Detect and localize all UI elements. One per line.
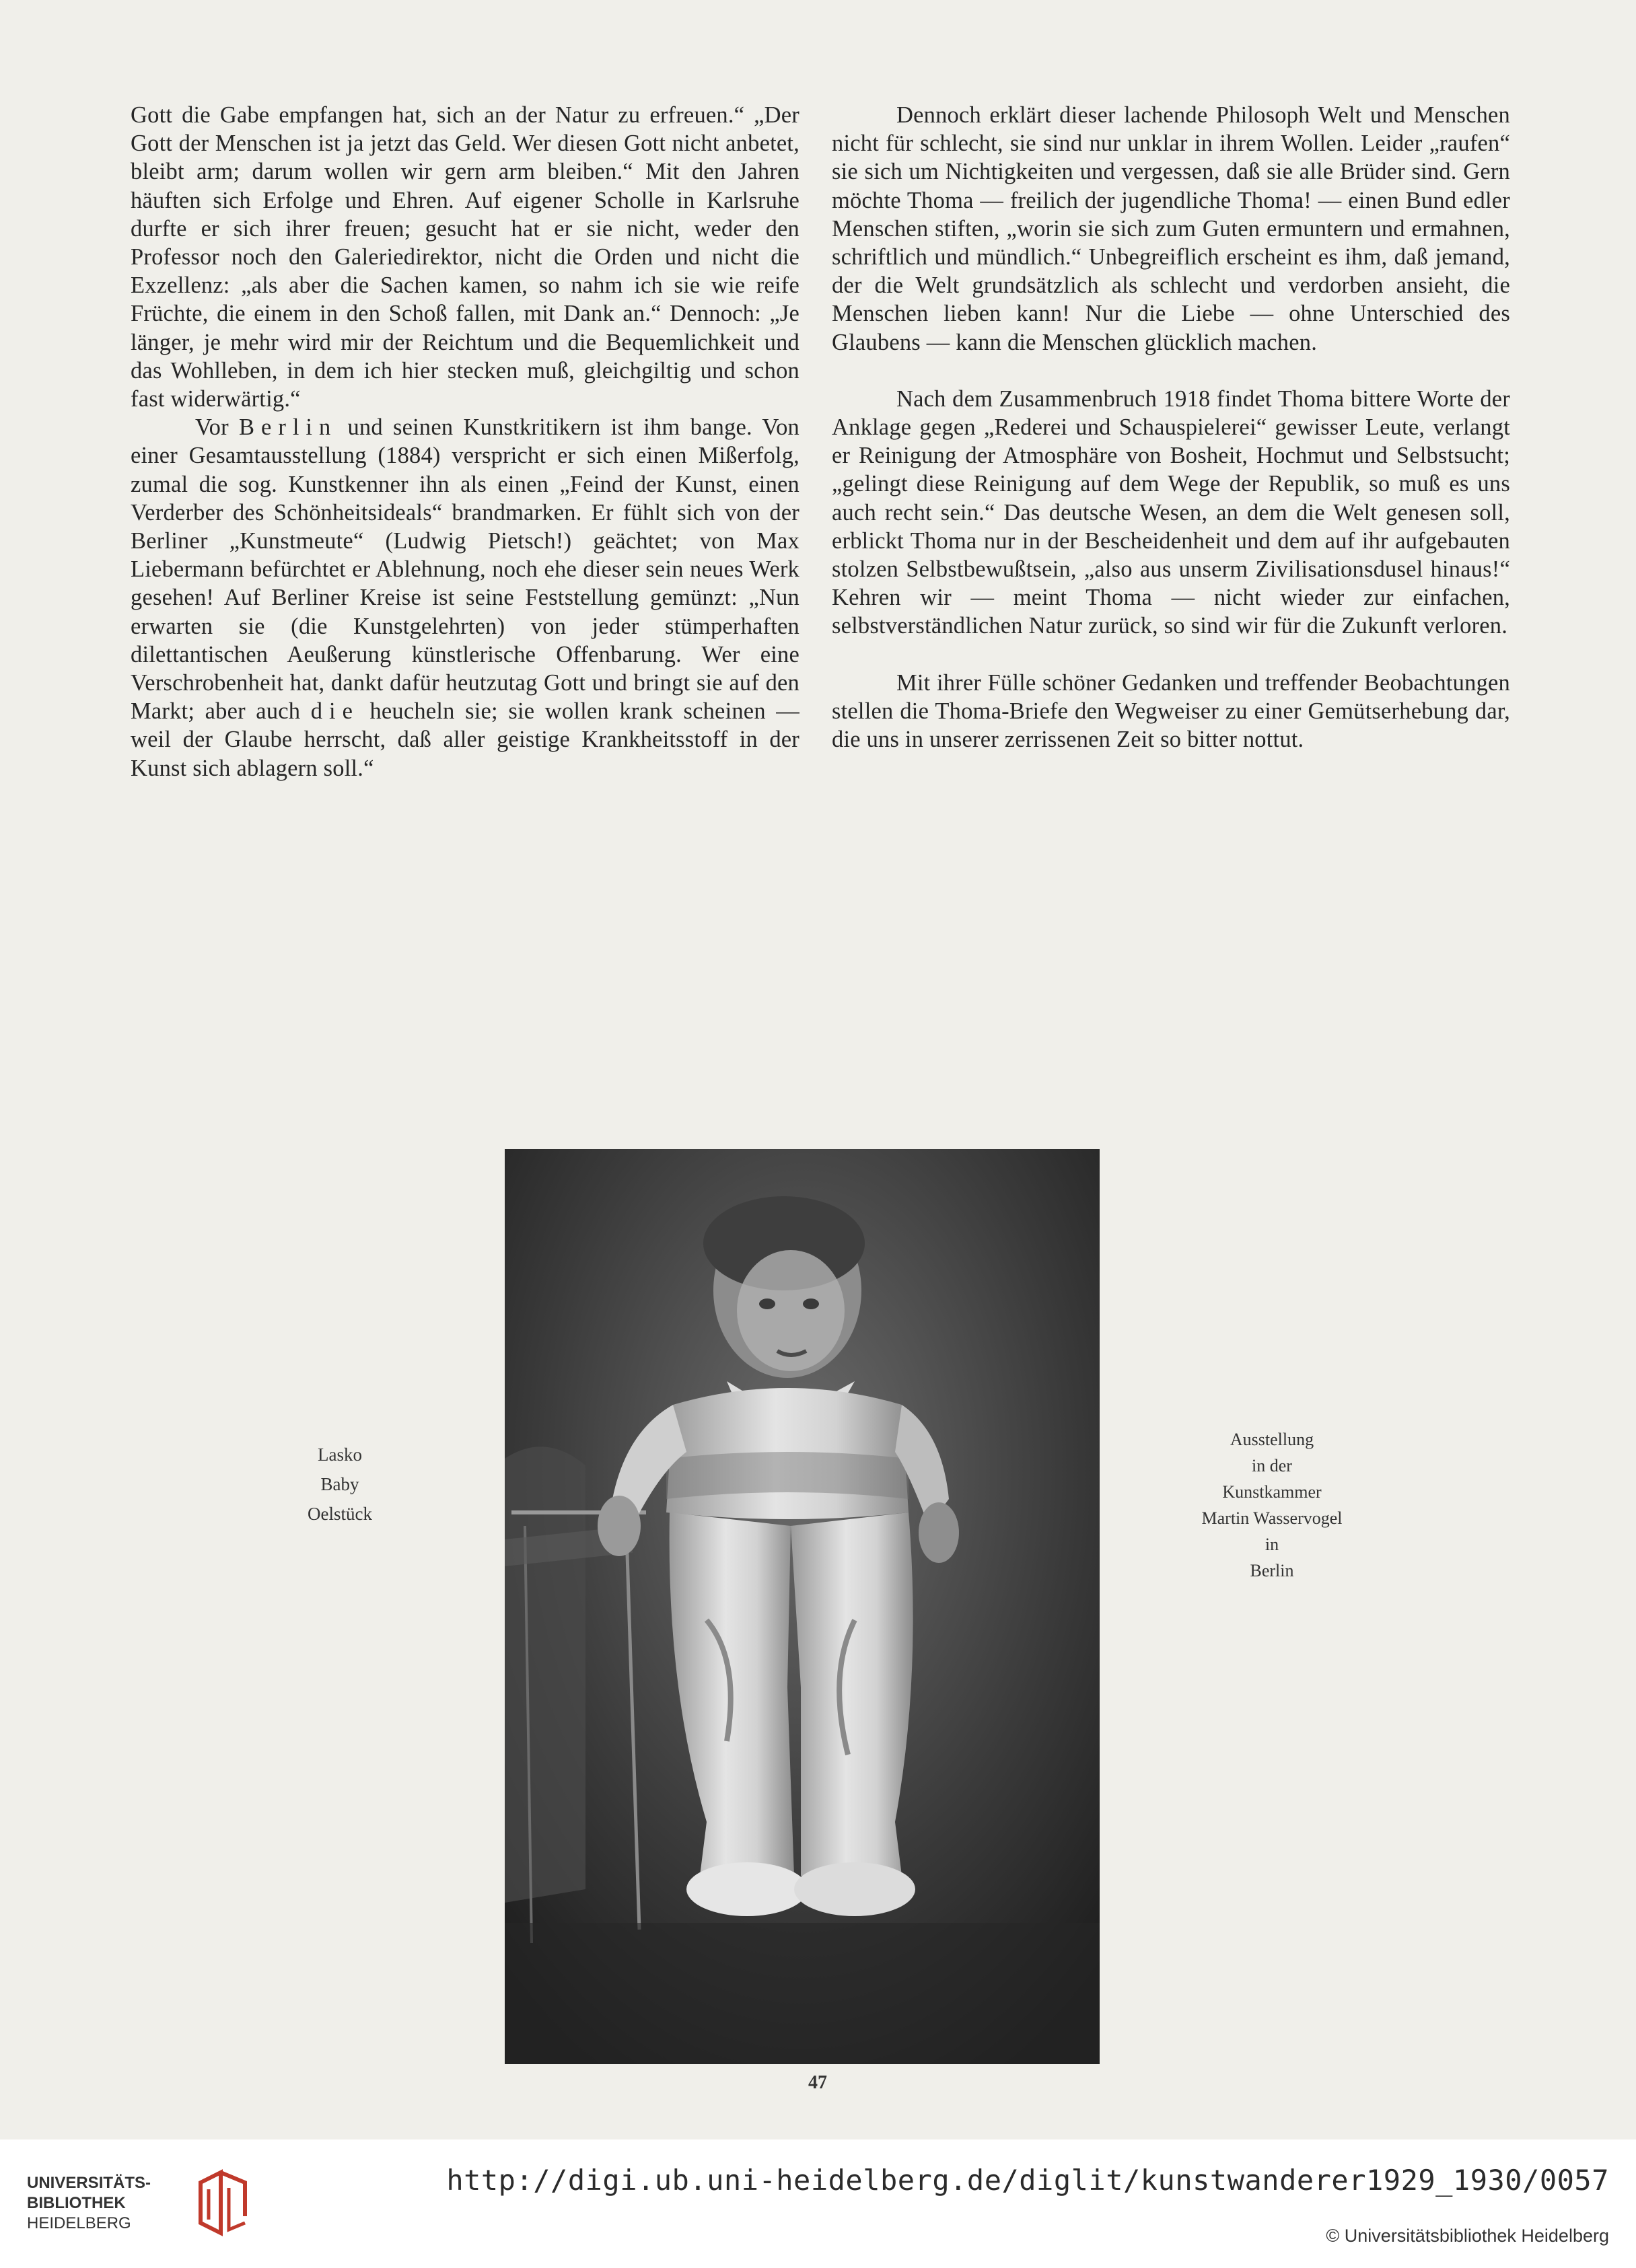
logo-line-1: UNIVERSITÄTS-: [27, 2174, 151, 2192]
copyright-notice: © Universitätsbibliothek Heidelberg: [1326, 2226, 1609, 2246]
spaced-word-die: die: [310, 698, 359, 725]
caption-title: Baby: [320, 1474, 359, 1494]
caption-in: in: [1265, 1535, 1279, 1554]
logo-line-3: HEIDELBERG: [27, 2214, 131, 2232]
right-paragraph-1: Dennoch erklärt dieser lachende Philosoph Welt und Menschen nicht für schlecht, sie sind nur unklar in ihrem Wollen. Leider „raufen“ sie sich um Nichtigkeiten und vergessen, daß sie alle Brüder sind. Gern möchte Thoma — freilich der jugendliche Thoma! — einen Bund edler Menschen stiften, „worin sie sich zum Guten ermuntern und ermahnen, schriftlich und mündlich.“ Unbegreiflich erscheint es ihm, daß jemand, der die Welt grundsätzlich als schlecht und verdorben ansieht, die Menschen lieben kann! Nur die Liebe — ohne Unterschied des Glaubens — kann die Menschen glücklich machen.: [832, 102, 1510, 355]
left-paragraph-2: [131, 413, 799, 782]
left-paragraph-2-before: Vor: [195, 414, 240, 441]
caption-gallery-owner: Martin Wasservogel: [1201, 1508, 1343, 1528]
caption-right: [1151, 1426, 1393, 1584]
footer-bar: [0, 2139, 1636, 2268]
library-logo-icon: [194, 2169, 252, 2236]
baby-painting-image: [505, 1149, 1100, 2064]
spaced-word-berlin: Berlin: [239, 414, 338, 441]
caption-exhibition: Ausstellung: [1230, 1430, 1314, 1449]
caption-left: [283, 1440, 397, 1529]
caption-in-der: in der: [1252, 1456, 1292, 1475]
article-left-column: [131, 101, 799, 782]
left-paragraph-2-end: heucheln sie; sie wollen krank scheinen — weil der Glaube herrscht, daß aller geistige Krankheitsstoff in der Kunst sich ablagern soll.“: [131, 698, 799, 781]
library-logo[interactable]: [27, 2169, 310, 2243]
left-paragraph-2-text: und seinen Kunstkritikern ist ihm bange. Von einer Gesamtausstellung (1884) verspricht er sich einen Mißerfolg, zumal die sog. Kunstkenner ihn als einen „Feind der Kunst, einen Verderber des Schönheitsideals“ brandmarken. Er fühlt sich von der Berliner „Kunstmeute“ (Ludwig Pietsch!) geächtet; von Max Liebermann befürchtet er Ablehnung, noch ehe dieser sein neues Werk gesehen! Auf Berliner Kreise ist seine Feststellung gemünzt: „Nun erwarten sie (die Kunstgelehrten) von jeder stümperhaften dilettantischen Aeußerung künstlerische Offenbarung. Wer eine Verschrobenheit hat, dankt dafür heutzutag Gott und bringt sie auf den Markt; aber auch: [131, 414, 799, 725]
library-logo-text: [27, 2173, 151, 2234]
article-right-column: [832, 101, 1510, 754]
left-paragraph-1: Gott die Gabe empfangen hat, sich an der Natur zu erfreuen.“ „Der Gott der Menschen ist ja jetzt das Geld. Wer diesen Gott nicht anbetet, bleibt arm; darum wollen wir gern arm bleiben.“ Mit den Jahren häuften sich Erfolge und Ehren. Auf eigener Scholle in Karlsruhe durfte er sich ihrer freuen; gesucht hat er sie nicht, weder den Professor noch den Galeriedirektor, nicht die Orden und nicht die Exzellenz: „als aber die Sachen kamen, so nahm ich sie wie reife Früchte, die einem in den Schoß fallen, mit Dank an.“ Dennoch: „Je länger, je mehr wird mir der Reichtum und die Bequemlichkeit und das Wohlleben, in dem ich hier stecken muß, gleichgiltig und schon fast widerwärtig.“: [131, 102, 799, 412]
caption-gallery: Kunstkammer: [1222, 1482, 1322, 1502]
logo-line-2: BIBLIOTHEK: [27, 2194, 126, 2212]
page-number: 47: [808, 2072, 827, 2093]
permalink-url[interactable]: http://digi.ub.uni-heidelberg.de/diglit/kunstwanderer1929_1930/0057: [446, 2164, 1609, 2197]
baby-painting-drawing: [505, 1149, 1100, 2064]
caption-artist: Lasko: [318, 1444, 362, 1465]
caption-medium: Oelstück: [308, 1504, 372, 1524]
caption-city: Berlin: [1250, 1561, 1294, 1580]
right-paragraph-2: Nach dem Zusammenbruch 1918 findet Thoma bittere Worte der Anklage gegen „Rederei und Schauspielerei“ gewisser Leute, verlangt er Reinigung der Atmosphäre von Bosheit, Hochmut und Selbstsucht; „gelingt diese Reinigung auf dem Wege der Republik, so muß es uns auch recht sein.“ Das deutsche Wesen, an dem die Welt genesen soll, erblickt Thoma nur in der Bescheidenheit und dem auf ihr aufgebauten stolzen Selbstbewußtsein, „also aus unserm Zivilisationsdusel hinaus!“ Kehren wir — meint Thoma — nicht wieder zur einfachen, selbstverständlichen Natur zurück, so sind wir für die Zukunft verloren.: [832, 386, 1510, 639]
right-paragraph-3: Mit ihrer Fülle schöner Gedanken und treffender Beobachtungen stellen die Thoma-Briefe den Wegweiser zu einer Gemütserhebung dar, die uns in unserer zerrissenen Zeit so bitter nottut.: [832, 669, 1510, 753]
